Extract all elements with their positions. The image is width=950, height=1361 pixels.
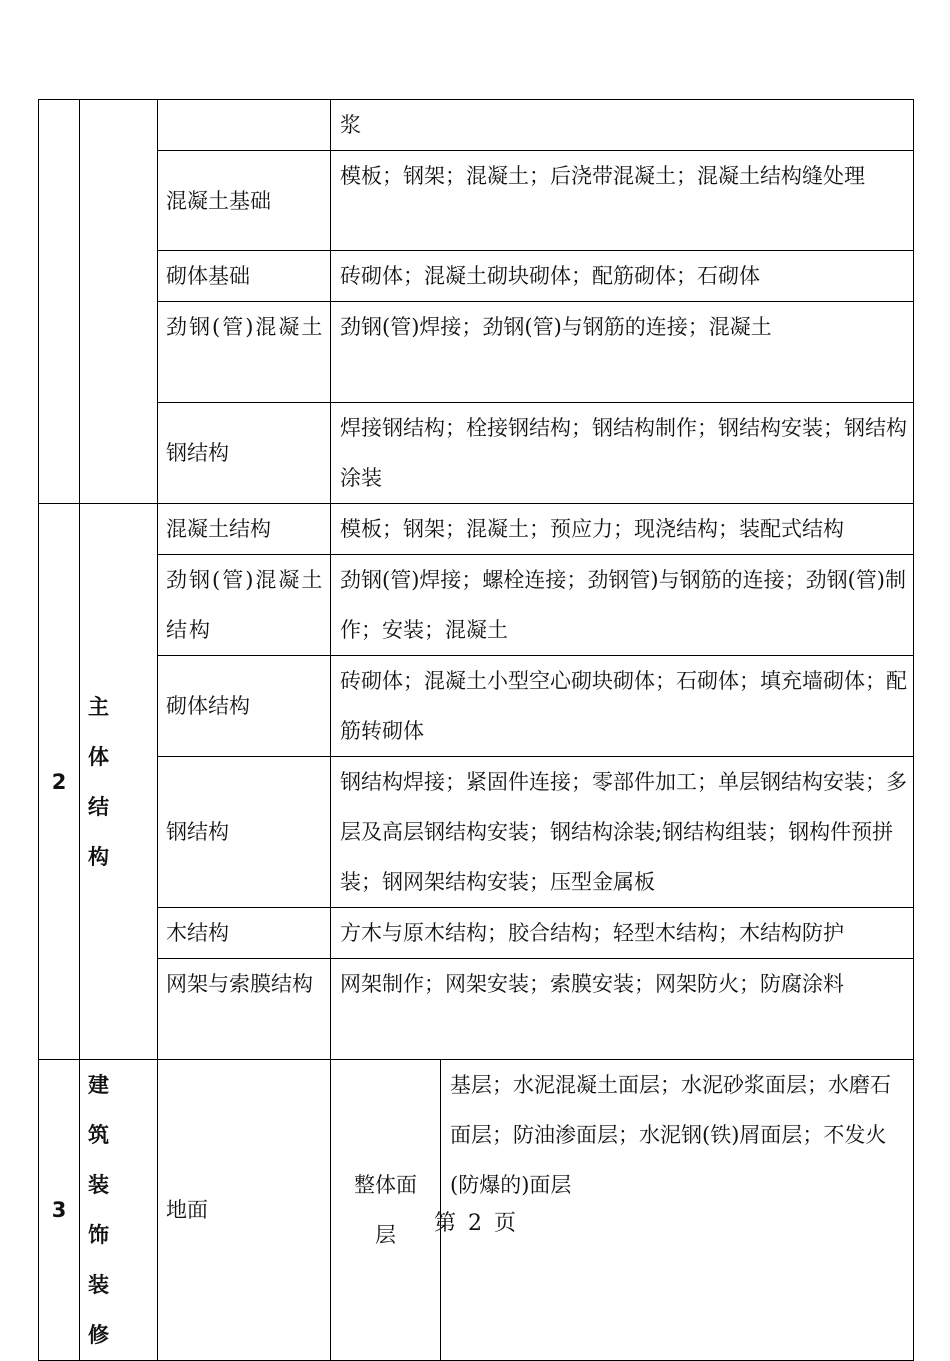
table-row [39, 251, 914, 302]
table-row [39, 504, 914, 555]
items-cell: 劲钢(管)焊接；劲钢(管)与钢筋的连接；混凝土 [331, 302, 914, 403]
subsection-cell: 木结构 [158, 908, 331, 959]
items-cell: 方木与原木结构；胶合结构；轻型木结构；木结构防护 [331, 908, 914, 959]
acceptance-division-table [38, 99, 914, 1361]
section-name-cell: 建筑装饰装修 [80, 1060, 158, 1361]
items-cell: 基层；水泥混凝土面层；水泥砂浆面层；水磨石面层；防油渗面层；水泥钢(铁)屑面层；不发火(防爆的)面层 [441, 1060, 914, 1361]
subsection-cell: 砌体结构 [158, 656, 331, 757]
table-row [39, 302, 914, 403]
table-row [39, 100, 914, 151]
page-number: 2 [468, 1211, 482, 1236]
subsection-cell: 混凝土结构 [158, 504, 331, 555]
items-cell: 焊接钢结构；栓接钢结构；钢结构制作；钢结构安装；钢结构涂装 [331, 403, 914, 504]
items-cell: 模板；钢架；混凝土；预应力；现浇结构；装配式结构 [331, 504, 914, 555]
page-footer [0, 1208, 950, 1240]
page-prefix: 第 [433, 1211, 456, 1236]
subsection-cell: 混凝土基础 [158, 151, 331, 251]
items-cell: 网架制作；网架安装；索膜安装；网架防火；防腐涂料 [331, 959, 914, 1060]
subsection-cell: 地面 [158, 1060, 331, 1361]
section-number-cell: 3 [39, 1060, 80, 1361]
items-cell: 砖砌体；混凝土砌块砌体；配筋砌体；石砌体 [331, 251, 914, 302]
subsection-cell: 网架与索膜结构 [158, 959, 331, 1060]
items-cell: 浆 [331, 100, 914, 151]
subsection-cell: 砌体基础 [158, 251, 331, 302]
subsection-cell: 劲钢(管)混凝土结构 [158, 555, 331, 656]
section-name-cell [80, 100, 158, 504]
section-number-cell [39, 100, 80, 504]
table-row [39, 959, 914, 1060]
sub-subsection-cell: 整体面层 [331, 1060, 441, 1361]
section-name-cell: 主体结构 [80, 504, 158, 1060]
table-row [39, 908, 914, 959]
table-row [39, 757, 914, 908]
subsection-cell: 劲钢(管)混凝土 [158, 302, 331, 403]
table-row [39, 555, 914, 656]
subsection-cell: 钢结构 [158, 403, 331, 504]
table-row [39, 403, 914, 504]
items-cell: 劲钢(管)焊接；螺栓连接；劲钢管)与钢筋的连接；劲钢(管)制作；安装；混凝土 [331, 555, 914, 656]
table-row [39, 656, 914, 757]
table-row [39, 151, 914, 251]
items-cell: 钢结构焊接；紧固件连接；零部件加工；单层钢结构安装；多层及高层钢结构安装；钢结构涂装;钢结构组装；钢构件预拼装；钢网架结构安装；压型金属板 [331, 757, 914, 908]
items-cell: 砖砌体；混凝土小型空心砌块砌体；石砌体；填充墙砌体；配筋转砌体 [331, 656, 914, 757]
page-suffix: 页 [494, 1211, 517, 1236]
section-number-cell: 2 [39, 504, 80, 1060]
items-cell: 模板；钢架；混凝土；后浇带混凝土；混凝土结构缝处理 [331, 151, 914, 251]
subsection-cell: 钢结构 [158, 757, 331, 908]
subsection-cell [158, 100, 331, 151]
